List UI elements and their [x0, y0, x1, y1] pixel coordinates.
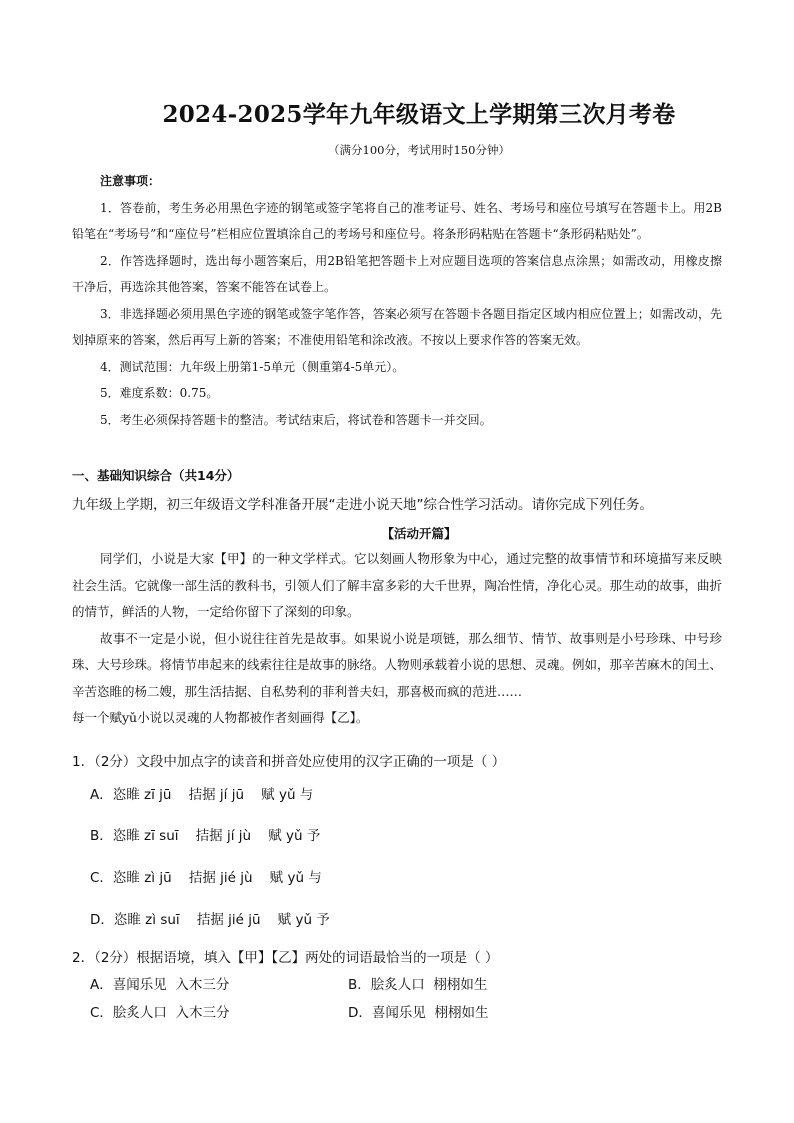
passage-paragraph: 每一个赋yǔ小说以灵魂的人物都被作者刻画得【乙】。 [72, 710, 369, 725]
notes-heading: 注意事项： [100, 174, 161, 188]
section-intro: 九年级上学期，初三年级语文学科准备开展“走进小说天地”综合性学习活动。请你完成下列任务。 [72, 497, 653, 513]
note-item: 3．非选择题必须用黑色字迹的钢笔或签字笔作答，答案必须写在答题卡各题目指定区域内相应位置上；如需改动，先划掉原来的答案，然后再写上新的答案；不准使用铅笔和涂改液。不按以上要求作答的答案无效。 [72, 306, 722, 347]
note-item: 4．测试范围：九年级上册第1-5单元（侧重第4-5单元）。 [100, 359, 405, 374]
question-2-option-b: B．脍炙人口 栩栩如生 [348, 977, 488, 993]
question-1-option-a: A．恣睢 zī jū 拮据 jí jū 赋 yǔ 与 [90, 787, 314, 803]
question-2-option-d: D．喜闻乐见 栩栩如生 [348, 1005, 489, 1021]
section-heading: 一、基础知识综合（共14分） [72, 468, 240, 483]
note-item: 5．考生必须保持答题卡的整洁。考试结束后，将试卷和答题卡一并交回。 [100, 412, 492, 427]
question-1-option-d: D．恣睢 zì suī 拮据 jié jū 赋 yǔ 予 [90, 912, 330, 928]
question-1-option-b: B．恣睢 zī suī 拮据 jí jù 赋 yǔ 予 [90, 828, 321, 844]
question-1-option-c: C．恣睢 zì jū 拮据 jié jù 赋 yǔ 与 [90, 870, 322, 886]
note-item: 1．答卷前，考生务必用黑色字迹的钢笔或签字笔将自己的准考证号、姓名、考场号和座位号填写在答题卡上。用2B铅笔在“考场号”和“座位号”栏相应位置填涂自己的考场号和座位号。将条形码粘贴在答题卡“条形码粘贴处”。 [72, 200, 722, 241]
activity-heading: 【活动开篇】 [381, 526, 457, 541]
note-item: 2．作答选择题时，选出每小题答案后，用2B铅笔把答题卡上对应题目选项的答案信息点涂黑；如需改动，用橡皮擦干净后，再选涂其他答案，答案不能答在试卷上。 [72, 253, 722, 294]
question-1-stem: 1．（2分）文段中加点字的读音和拼音处应使用的汉字正确的一项是（ ） [72, 754, 506, 770]
question-2-option-a: A．喜闻乐见 入木三分 [90, 977, 230, 993]
exam-title: 2024-2025学年九年级语文上学期第三次月考卷 [162, 101, 676, 128]
question-2-option-c: C．脍炙人口 入木三分 [90, 1005, 230, 1021]
passage-paragraph: 故事不一定是小说，但小说往往首先是故事。如果说小说是项链，那么细节、情节、故事则是小号珍珠、中号珍珠、大号珍珠。将情节串起来的线索往往是故事的脉络。人物则承载着小说的思想、灵魂。例如，那辛苦麻木的闰土、辛苦恣睢的杨二嫂，那生活拮据、自私势利的菲利普夫妇，那喜极而疯的范进…… [72, 630, 723, 699]
passage-paragraph: 同学们，小说是大家【甲】的一种文学样式。它以刻画人物形象为中心，通过完整的故事情节和环境描写来反映社会生活。它就像一部生活的教科书，引领人们了解丰富多彩的大千世界，陶冶性情，净化心灵。那生动的故事，曲折的情节，鲜活的人物，一定给你留下了深刻的印象。 [72, 551, 723, 619]
question-2-stem: 2．（2分）根据语境，填入【甲】【乙】两处的词语最恰当的一项是（ ） [72, 950, 499, 966]
note-item: 5．难度系数：0.75。 [100, 386, 219, 400]
exam-subtitle: （满分100分，考试用时150分钟） [328, 143, 510, 157]
reading-passage [72, 546, 722, 732]
notes-section [72, 168, 722, 433]
